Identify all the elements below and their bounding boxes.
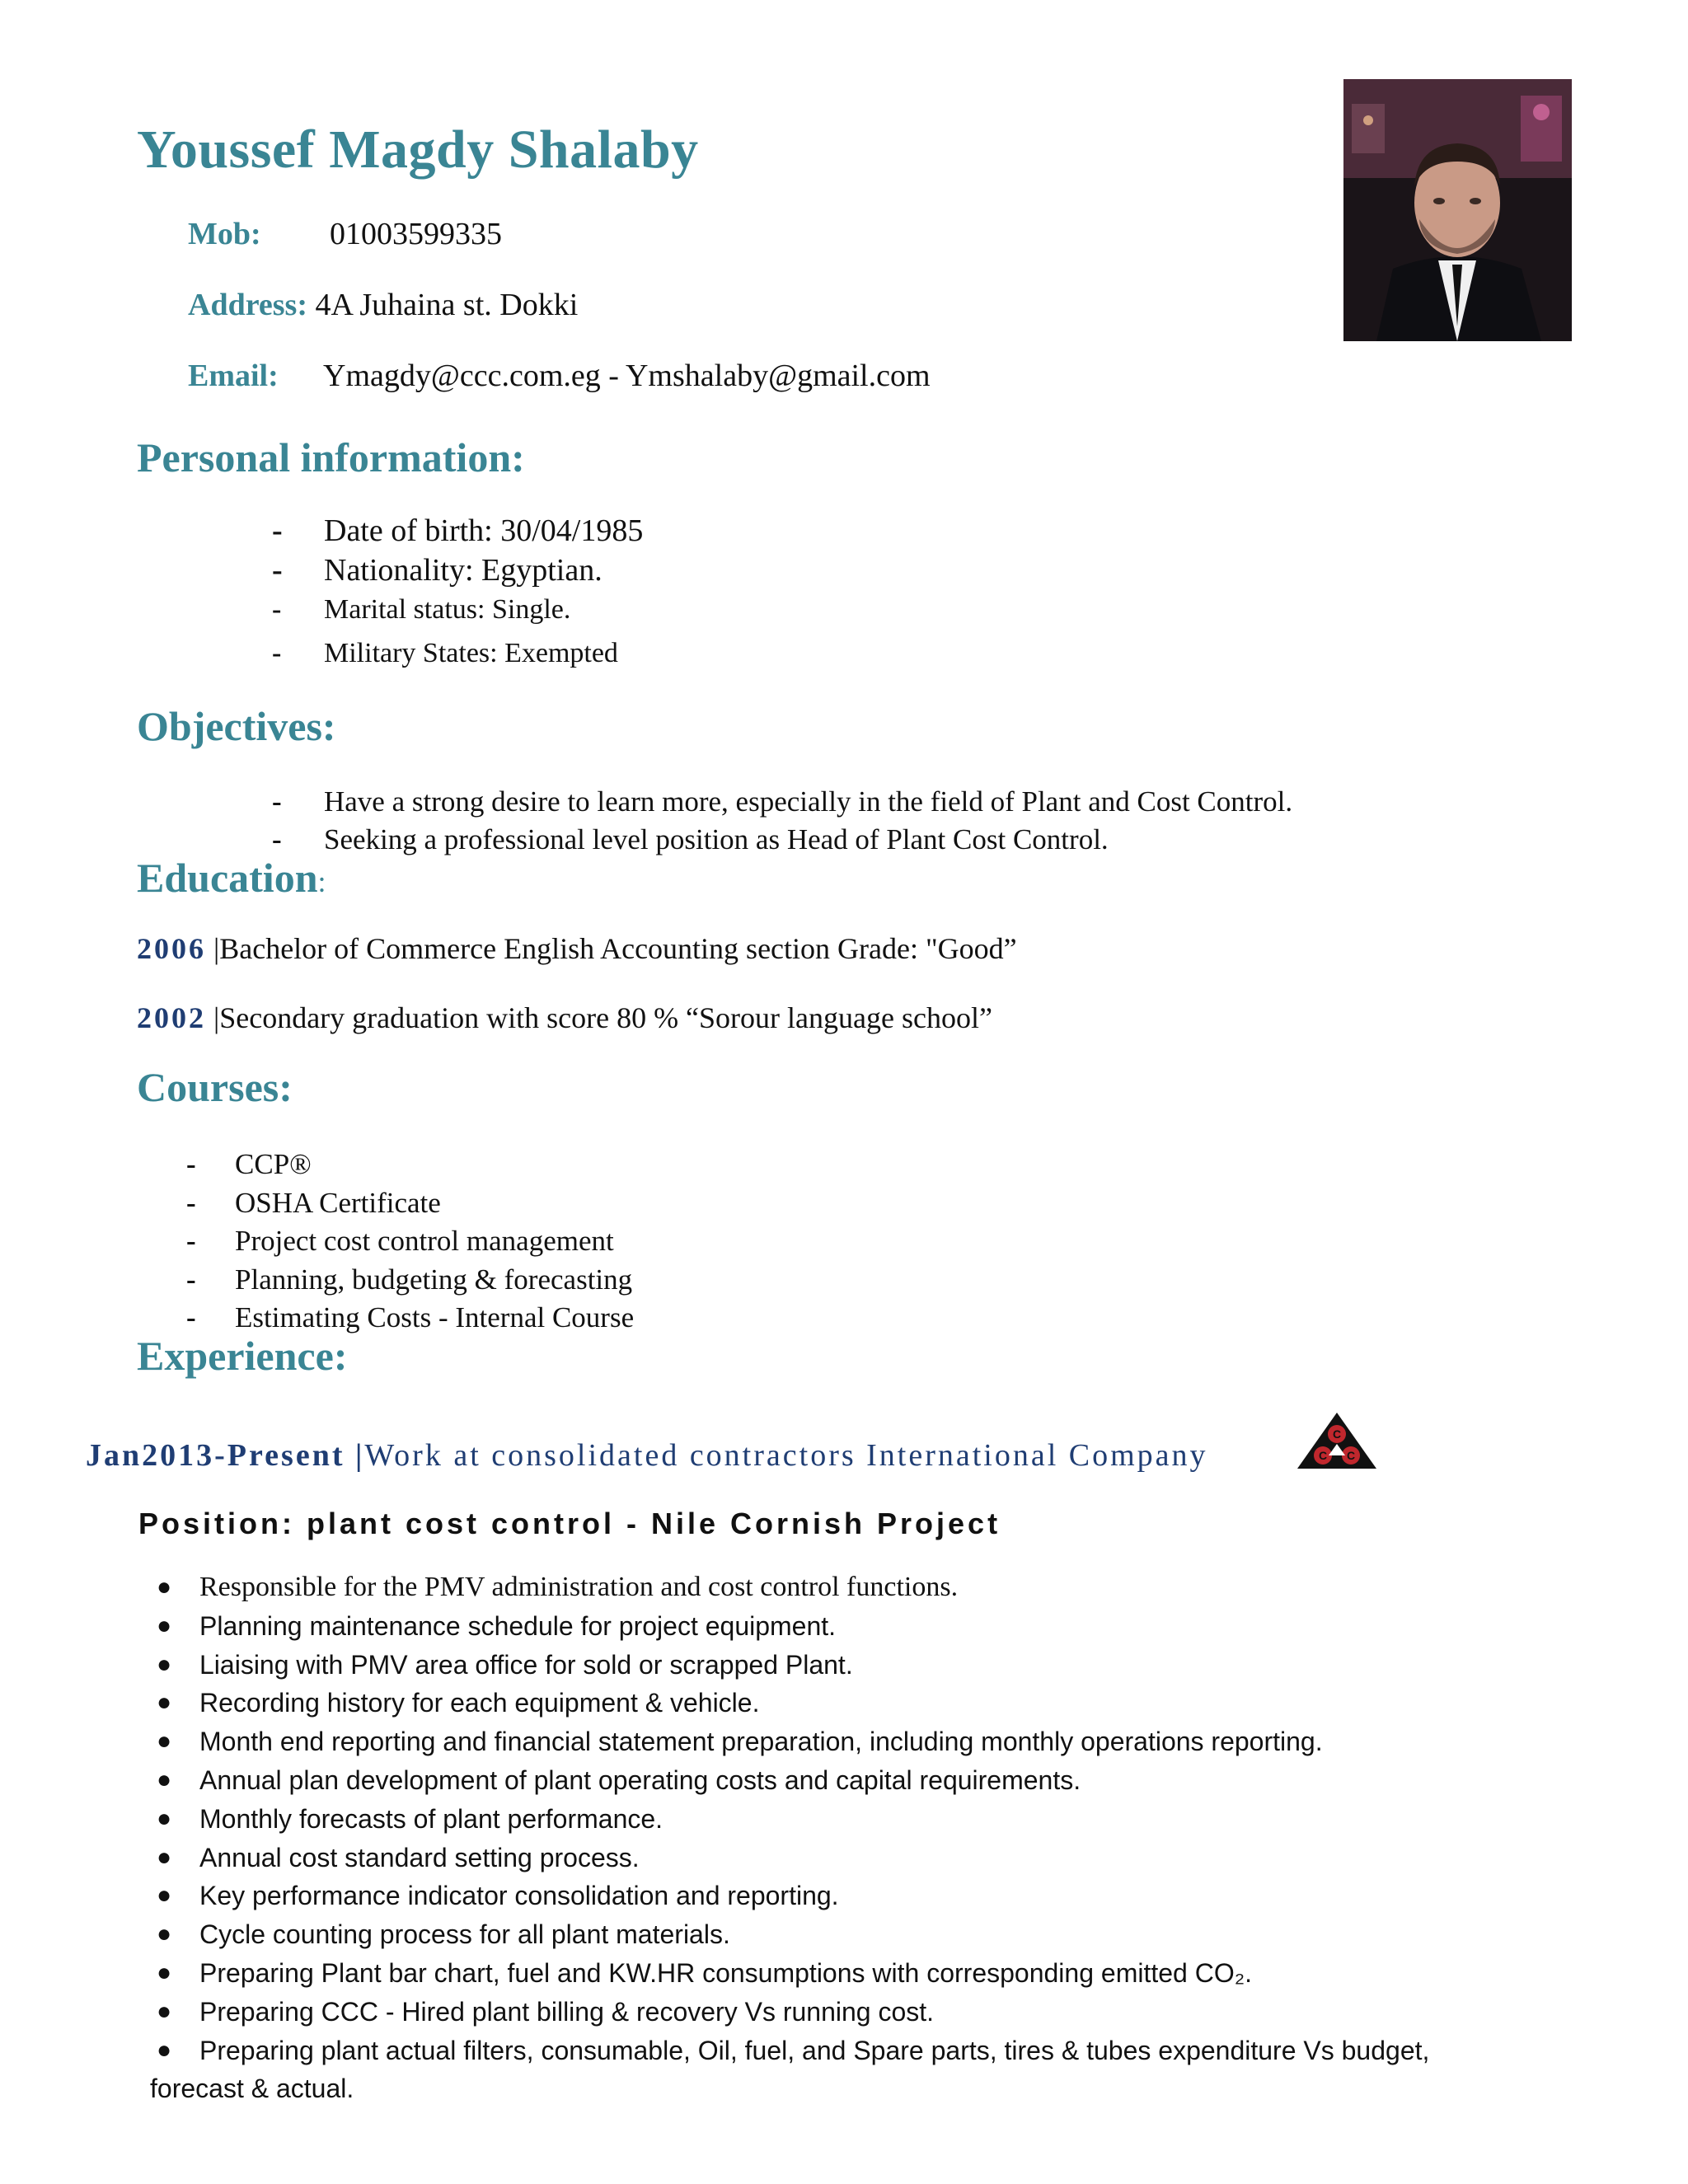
education-entry: 2006 |Bachelor of Commerce English Accounting section Grade: "Good” [137, 932, 1017, 965]
ccc-logo-icon [1296, 1411, 1378, 1470]
bullet-dot-icon: ● [157, 1689, 172, 1717]
logo-letter-left: C [1318, 1449, 1328, 1462]
list-item: - Project cost control management [186, 1225, 614, 1257]
logo-letter-top: C [1332, 1427, 1342, 1441]
mobile-row [188, 216, 502, 252]
profile-photo-drawing [1343, 79, 1572, 341]
address-row [188, 287, 578, 323]
list-item: ● Cycle counting process for all plant materials. [150, 1915, 1584, 1954]
list-item: ● Monthly forecasts of plant performance. [150, 1800, 1584, 1839]
bullet-dot-icon: ● [157, 2036, 172, 2064]
bullet-dot-icon: ● [157, 1765, 172, 1793]
list-item: ● Preparing CCC - Hired plant billing & recovery Vs running cost. [150, 1993, 1584, 2032]
list-item: ● Month end reporting and financial statement preparation, including monthly operations reporting. [150, 1722, 1584, 1761]
education-heading: Education: [137, 855, 326, 901]
position-title: Position: plant cost control - Nile Cornish Project [138, 1507, 1001, 1540]
list-item: ● Key performance indicator consolidation and reporting. [150, 1877, 1584, 1915]
list-item: - Marital status: Single. [272, 594, 571, 625]
list-item: - Date of birth: 30/04/1985 [272, 513, 644, 548]
list-item: - Nationality: Egyptian. [272, 553, 603, 588]
profile-photo [1343, 79, 1572, 341]
bullet-dot-icon: ● [157, 1958, 172, 1986]
personal-info-heading: Personal information: [137, 434, 525, 480]
logo-letter-right: C [1346, 1449, 1356, 1462]
mobile-label: Mob: [188, 217, 261, 251]
list-item: - Planning, budgeting & forecasting [186, 1263, 633, 1296]
bullet-dot-icon: ● [157, 1650, 172, 1678]
ccc-logo-drawing [1296, 1411, 1378, 1470]
education-year: 2006 [137, 932, 206, 965]
list-item: - Estimating Costs - Internal Course [186, 1301, 635, 1333]
objectives-list [272, 783, 1293, 859]
bullet-dot-icon: ● [157, 1573, 172, 1601]
education-text: Bachelor of Commerce English Accounting section Grade: "Good” [219, 932, 1017, 965]
bullet-dot-icon: ● [157, 1611, 172, 1639]
email-value[interactable]: Ymagdy@ccc.com.eg - Ymshalaby@gmail.com [323, 359, 931, 393]
list-item: ● Planning maintenance schedule for project equipment. [150, 1607, 1584, 1646]
list-item: ● Recording history for each equipment & vehicle. [150, 1684, 1584, 1722]
address-label: Address: [188, 288, 307, 322]
list-item: - Seeking a professional level position as Head of Plant Cost Control. [272, 823, 1109, 855]
list-item: ● Annual plan development of plant operating costs and capital requirements. [150, 1761, 1584, 1800]
bullet-dot-icon: ● [157, 1804, 172, 1832]
list-item: ● Preparing Plant bar chart, fuel and KW.HR consumptions with corresponding emitted CO₂. [150, 1954, 1584, 1993]
list-item: - Military States: Exempted [272, 638, 618, 668]
education-text: Secondary graduation with score 80 % “Sorour language school” [219, 1001, 992, 1034]
experience-entry [86, 1437, 1208, 1474]
bullet-dot-icon: ● [157, 1920, 172, 1948]
list-item: ● Preparing plant actual filters, consumable, Oil, fuel, and Spare parts, tires & tubes expenditure Vs budget, forecast & actual. [150, 2032, 1584, 2107]
address-value: 4A Juhaina st. Dokki [315, 288, 579, 322]
list-item: ● Responsible for the PMV administration and cost control functions. [150, 1568, 1584, 1607]
education-year: 2002 [137, 1001, 206, 1034]
experience-company: Work at consolidated contractors International Company [364, 1438, 1208, 1473]
list-item: ● Liaising with PMV area office for sold or scrapped Plant. [150, 1646, 1584, 1685]
experience-heading: Experience: [137, 1333, 348, 1379]
email-row [188, 358, 931, 394]
bullet-dot-icon: ● [157, 1997, 172, 2025]
candidate-name: Youssef Magdy Shalaby [137, 120, 699, 180]
education-entry: 2002 |Secondary graduation with score 80 % “Sorour language school” [137, 1001, 992, 1034]
bullet-dot-icon: ● [157, 1727, 172, 1755]
experience-date: Jan2013-Present | [86, 1438, 365, 1473]
personal-info-list [272, 511, 644, 674]
courses-list [186, 1146, 634, 1338]
list-item: - OSHA Certificate [186, 1186, 441, 1219]
objectives-heading: Objectives: [137, 703, 336, 749]
mobile-value: 01003599335 [330, 217, 502, 251]
list-item: - Have a strong desire to learn more, especially in the field of Plant and Cost Control. [272, 785, 1293, 818]
email-label: Email: [188, 359, 279, 393]
duties-list [150, 1568, 1584, 2107]
bullet-dot-icon: ● [157, 1882, 172, 1910]
list-item: ● Annual cost standard setting process. [150, 1839, 1584, 1877]
courses-heading: Courses: [137, 1064, 293, 1110]
bullet-dot-icon: ● [157, 1843, 172, 1871]
list-item: - CCP® [186, 1148, 312, 1180]
